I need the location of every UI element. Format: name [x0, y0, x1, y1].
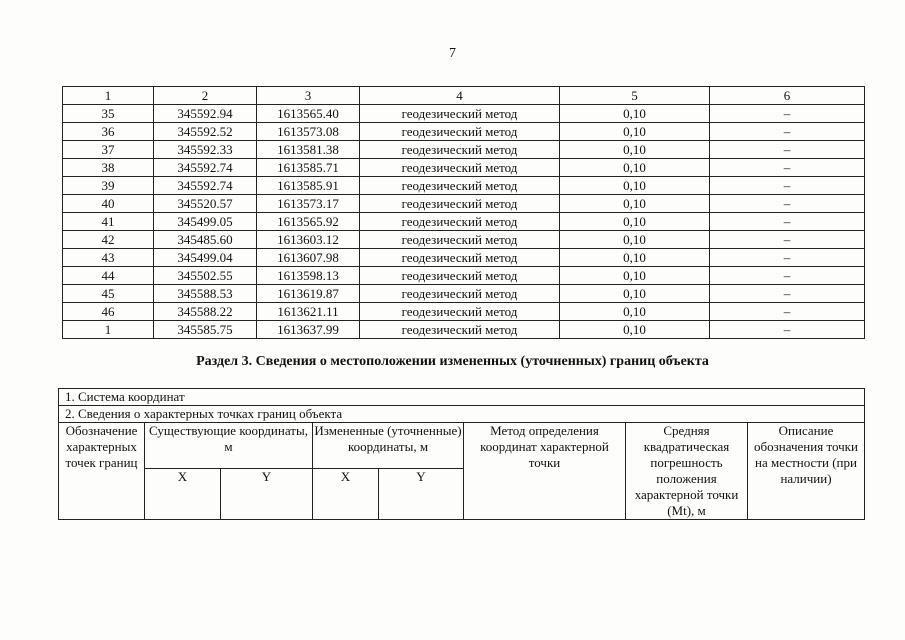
x-coordinate: 345592.33: [154, 141, 257, 159]
point-number: 37: [63, 141, 154, 159]
accuracy-value: 0,10: [560, 321, 710, 339]
y-coordinate: 1613581.38: [257, 141, 360, 159]
accuracy-value: 0,10: [560, 249, 710, 267]
point-number: 46: [63, 303, 154, 321]
column-number-row: [63, 87, 865, 105]
coordinate-system-label: 1. Система координат: [59, 389, 865, 406]
table-row: [63, 105, 865, 123]
column-number: 1: [63, 87, 154, 105]
x-coordinate: 345588.22: [154, 303, 257, 321]
x-coordinate: 345499.05: [154, 213, 257, 231]
table-row: [63, 123, 865, 141]
determination-method: геодезический метод: [360, 249, 560, 267]
x-coordinate: 345499.04: [154, 249, 257, 267]
x-coordinate: 345592.74: [154, 177, 257, 195]
y-coordinate: 1613621.11: [257, 303, 360, 321]
table-row: [63, 285, 865, 303]
determination-method: геодезический метод: [360, 213, 560, 231]
section-title: Раздел 3. Сведения о местоположении измененных (уточненных) границ объекта: [196, 354, 709, 369]
table-row: [63, 159, 865, 177]
table-row: [63, 249, 865, 267]
table-row: [63, 267, 865, 285]
accuracy-value: 0,10: [560, 285, 710, 303]
point-description: –: [710, 249, 865, 267]
accuracy-value: 0,10: [560, 141, 710, 159]
y-coordinate: 1613603.12: [257, 231, 360, 249]
determination-method: геодезический метод: [360, 105, 560, 123]
column-number: 4: [360, 87, 560, 105]
y-coordinate: 1613585.71: [257, 159, 360, 177]
point-description: –: [710, 303, 865, 321]
point-number: 38: [63, 159, 154, 177]
point-description: –: [710, 141, 865, 159]
x-coordinate: 345485.60: [154, 231, 257, 249]
y-coordinate: 1613598.13: [257, 267, 360, 285]
accuracy-value: 0,10: [560, 159, 710, 177]
determination-method: геодезический метод: [360, 321, 560, 339]
accuracy-value: 0,10: [560, 123, 710, 141]
y-coordinate: 1613573.17: [257, 195, 360, 213]
point-number: 41: [63, 213, 154, 231]
table-row: [63, 321, 865, 339]
x-coordinate: 345592.74: [154, 159, 257, 177]
point-number: 1: [63, 321, 154, 339]
column-number: 6: [710, 87, 865, 105]
accuracy-header: Средняя квадратическая погрешность положения характерной точки (Mt), м: [626, 423, 748, 520]
description-header: Описание обозначения точки на местности (при наличии): [748, 423, 865, 520]
changed-coords-header: Измененные (уточненные) координаты, м: [313, 423, 464, 469]
accuracy-value: 0,10: [560, 231, 710, 249]
point-description: –: [710, 213, 865, 231]
determination-method: геодезический метод: [360, 285, 560, 303]
point-number: 44: [63, 267, 154, 285]
changed-y-header: Y: [379, 469, 464, 520]
x-coordinate: 345588.53: [154, 285, 257, 303]
determination-method: геодезический метод: [360, 159, 560, 177]
existing-x-header: X: [145, 469, 221, 520]
point-number: 36: [63, 123, 154, 141]
section3-table: [58, 388, 865, 520]
x-coordinate: 345592.52: [154, 123, 257, 141]
x-coordinate: 345520.57: [154, 195, 257, 213]
table-row: [63, 213, 865, 231]
coordinates-table: [62, 86, 865, 339]
point-description: –: [710, 321, 865, 339]
point-number: 39: [63, 177, 154, 195]
accuracy-value: 0,10: [560, 303, 710, 321]
accuracy-value: 0,10: [560, 177, 710, 195]
point-number: 43: [63, 249, 154, 267]
y-coordinate: 1613565.40: [257, 105, 360, 123]
accuracy-value: 0,10: [560, 195, 710, 213]
point-description: –: [710, 159, 865, 177]
determination-method: геодезический метод: [360, 231, 560, 249]
determination-method: геодезический метод: [360, 177, 560, 195]
table-row: [63, 231, 865, 249]
table-row: [63, 141, 865, 159]
x-coordinate: 345585.75: [154, 321, 257, 339]
point-description: –: [710, 123, 865, 141]
x-coordinate: 345592.94: [154, 105, 257, 123]
y-coordinate: 1613565.92: [257, 213, 360, 231]
existing-y-header: Y: [221, 469, 313, 520]
column-number: 5: [560, 87, 710, 105]
page-number: 7: [449, 46, 456, 61]
x-coordinate: 345502.55: [154, 267, 257, 285]
y-coordinate: 1613637.99: [257, 321, 360, 339]
method-header: Метод определения координат характерной точки: [464, 423, 626, 520]
determination-method: геодезический метод: [360, 195, 560, 213]
table-row: [63, 303, 865, 321]
point-number: 40: [63, 195, 154, 213]
determination-method: геодезический метод: [360, 123, 560, 141]
existing-coords-header: Существующие координаты, м: [145, 423, 313, 469]
determination-method: геодезический метод: [360, 267, 560, 285]
y-coordinate: 1613607.98: [257, 249, 360, 267]
point-description: –: [710, 285, 865, 303]
column-number: 3: [257, 87, 360, 105]
y-coordinate: 1613619.87: [257, 285, 360, 303]
point-description: –: [710, 231, 865, 249]
point-number: 42: [63, 231, 154, 249]
table-row: [63, 195, 865, 213]
accuracy-value: 0,10: [560, 267, 710, 285]
point-number: 35: [63, 105, 154, 123]
determination-method: геодезический метод: [360, 141, 560, 159]
y-coordinate: 1613573.08: [257, 123, 360, 141]
point-designation-header: Обозначение характерных точек границ: [59, 423, 145, 520]
characteristic-points-label: 2. Сведения о характерных точках границ объекта: [59, 406, 865, 423]
accuracy-value: 0,10: [560, 213, 710, 231]
determination-method: геодезический метод: [360, 303, 560, 321]
column-number: 2: [154, 87, 257, 105]
point-description: –: [710, 195, 865, 213]
point-description: –: [710, 177, 865, 195]
point-number: 45: [63, 285, 154, 303]
y-coordinate: 1613585.91: [257, 177, 360, 195]
table-row: [63, 177, 865, 195]
point-description: –: [710, 267, 865, 285]
changed-x-header: X: [313, 469, 379, 520]
accuracy-value: 0,10: [560, 105, 710, 123]
point-description: –: [710, 105, 865, 123]
